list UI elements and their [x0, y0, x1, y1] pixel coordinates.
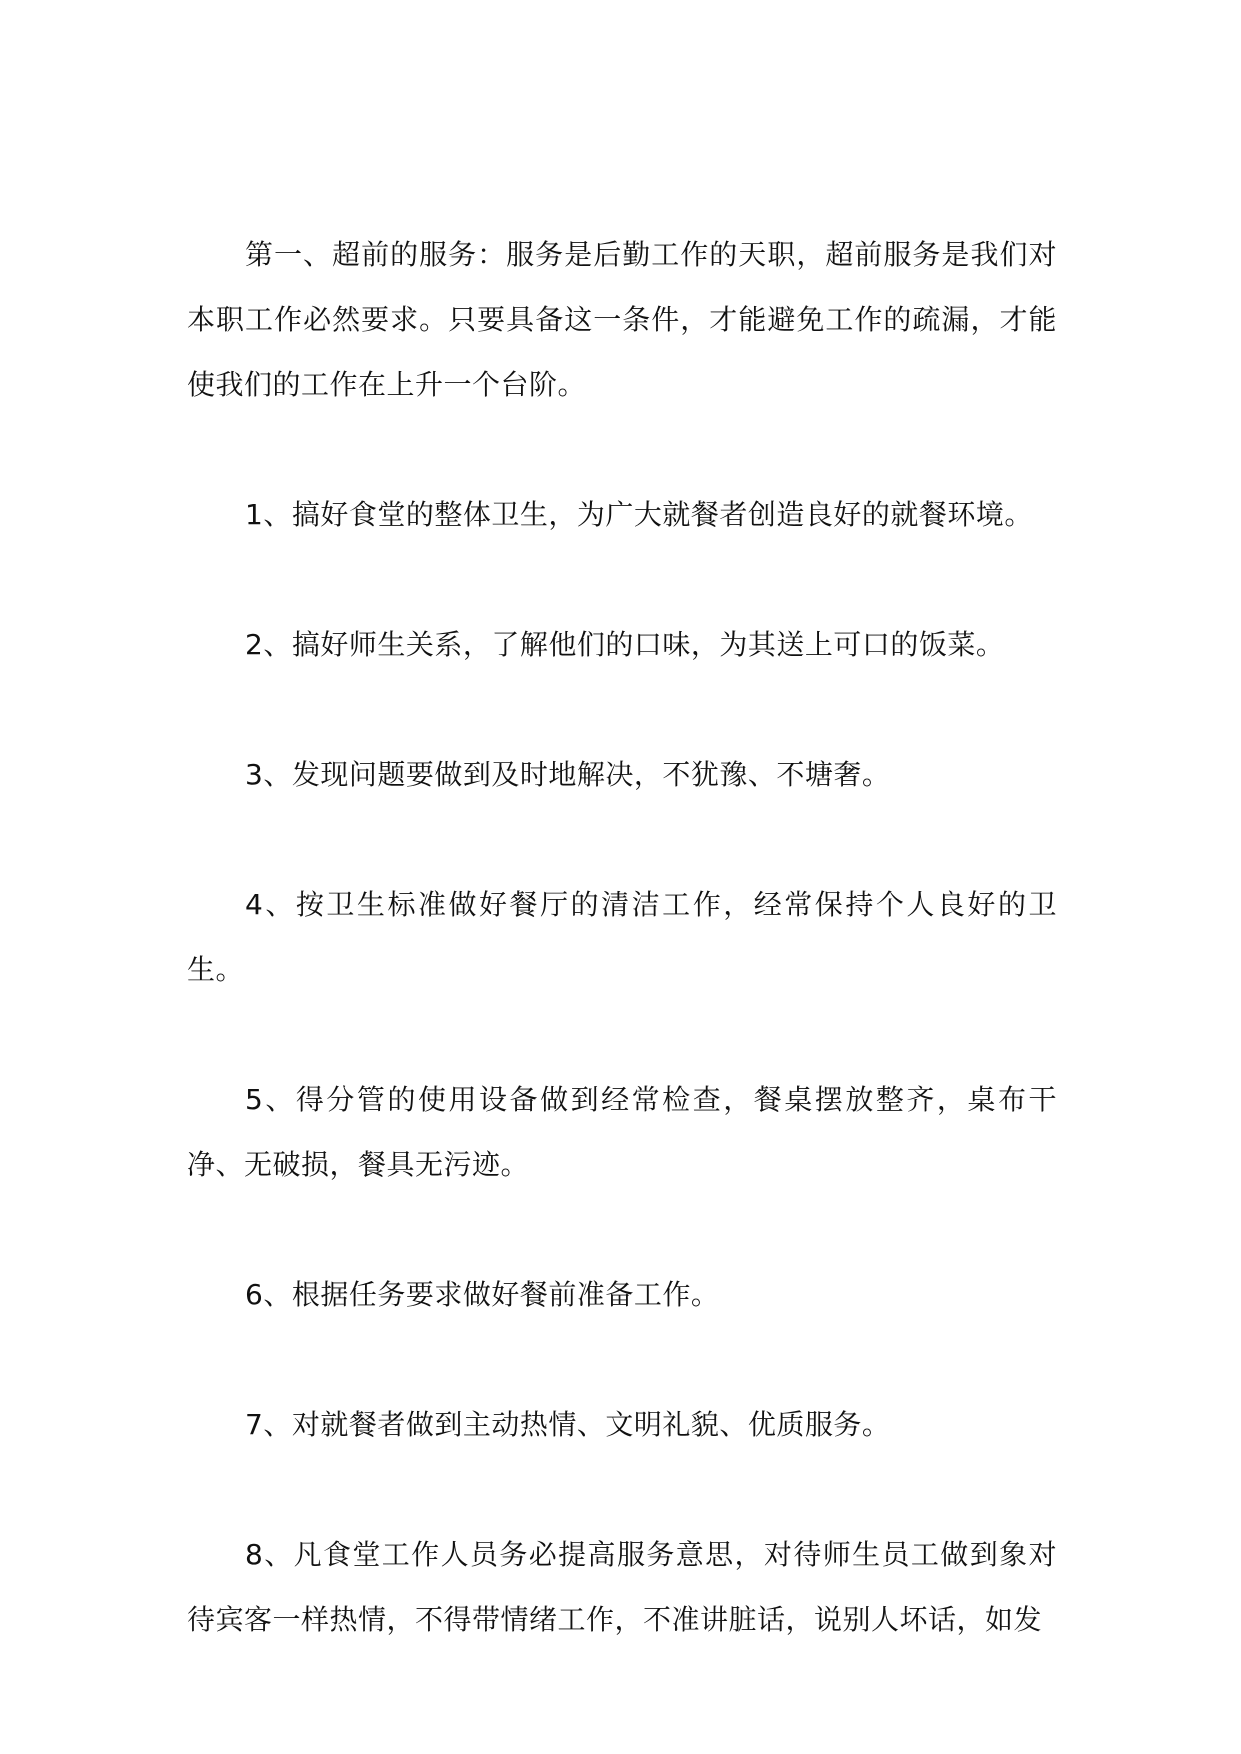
list-item-2: 2、搞好师生关系，了解他们的口味，为其送上可口的饭菜。 — [245, 628, 1005, 661]
paragraph-intro: 第一、超前的服务：服务是后勤工作的天职，超前服务是我们对本职工作必然要求。只要具备这一条件，才能避免工作的疏漏，才能使我们的工作在上升一个台阶。 — [187, 238, 1057, 401]
list-item-1: 1、搞好食堂的整体卫生，为广大就餐者创造良好的就餐环境。 — [245, 498, 1033, 531]
document-body — [187, 222, 1057, 1652]
paragraph-spacer — [187, 1327, 1057, 1392]
list-item-6: 6、根据任务要求做好餐前准备工作。 — [245, 1278, 720, 1311]
paragraph-spacer — [187, 807, 1057, 872]
list-item-3: 3、发现问题要做到及时地解决，不犹豫、不塘奢。 — [245, 758, 891, 791]
paragraph-spacer — [187, 547, 1057, 612]
list-item-7: 7、对就餐者做到主动热情、文明礼貌、优质服务。 — [245, 1408, 891, 1441]
list-item-4: 4、按卫生标准做好餐厅的清洁工作，经常保持个人良好的卫生。 — [187, 888, 1057, 986]
paragraph-spacer — [187, 1457, 1057, 1522]
list-item-8: 8、凡食堂工作人员务必提高服务意思，对待师生员工做到象对待宾客一样热情，不得带情绪工作，不准讲脏话，说别人坏话，如发 — [187, 1538, 1057, 1636]
list-item-5: 5、得分管的使用设备做到经常检查，餐桌摆放整齐，桌布干净、无破损，餐具无污迹。 — [187, 1083, 1057, 1181]
paragraph-spacer — [187, 417, 1057, 482]
paragraph-spacer — [187, 1002, 1057, 1067]
paragraph-spacer — [187, 1197, 1057, 1262]
paragraph-spacer — [187, 677, 1057, 742]
